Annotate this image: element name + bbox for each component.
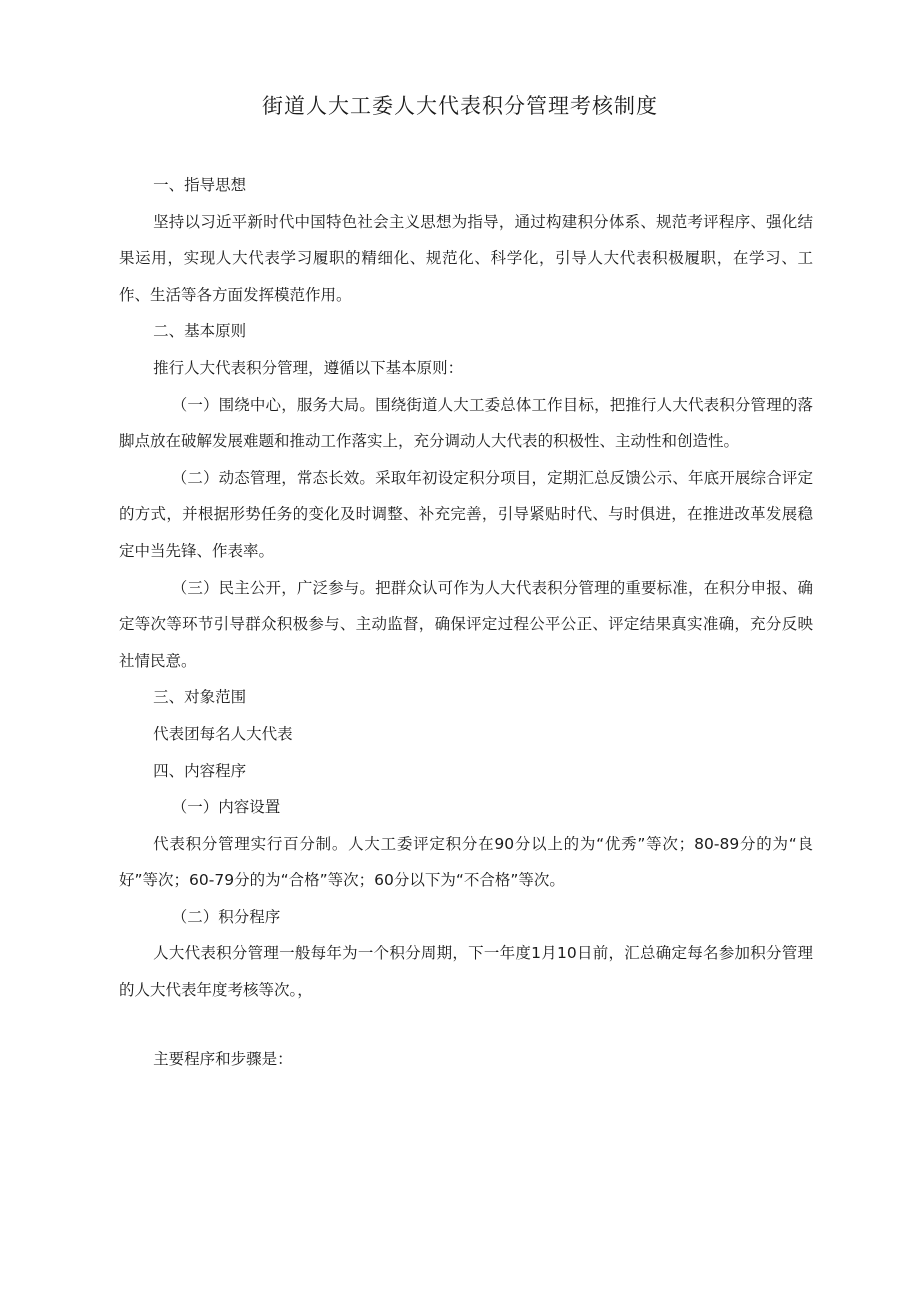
paragraph-principle-2: （二）动态管理，常态长效。采取年初设定积分项目，定期汇总反馈公示、年底开展综合评定的方式，并根据形势任务的变化及时调整、补充完善，引导紧贴时代、与时俱进，在推进改革发展稳定中当先锋、作表率。 (119, 468, 813, 560)
paragraph-main-steps: 主要程序和步骤是： (153, 1049, 293, 1068)
paragraph-guiding-ideology: 坚持以习近平新时代中国特色社会主义思想为指导，通过构建积分体系、规范考评程序、强化结果运用，实现人大代表学习履职的精细化、规范化、科学化，引导人大代表积极履职，在学习、工作、生活等各方面发挥模范作用。 (119, 212, 813, 304)
subheading-scoring-procedure: （二）积分程序 (171, 907, 281, 926)
paragraph-scope: 代表团每名人大代表 (153, 724, 293, 743)
document-title: 街道人大工委人大代表积分管理考核制度 (262, 94, 658, 118)
section-heading-scope: 三、对象范围 (153, 688, 247, 707)
document-body (119, 167, 813, 1077)
section-heading-guiding-ideology: 一、指导思想 (153, 176, 247, 194)
paragraph-content-setup: 代表积分管理实行百分制。人大工委评定积分在90分以上的为“优秀”等次；80-89分的为“良好”等次；60-79分的为“合格”等次；60分以下为“不合格”等次。 (119, 834, 813, 890)
paragraph-scoring-procedure: 人大代表积分管理一般每年为一个积分周期，下一年度1月10日前，汇总确定每名参加积分管理的人大代表年度考核等次。， (119, 944, 813, 1000)
section-heading-basic-principles: 二、基本原则 (153, 322, 247, 341)
section-heading-content-procedure: 四、内容程序 (153, 761, 247, 780)
paragraph-principle-1: （一）围绕中心，服务大局。围绕街道人大工委总体工作目标，把推行人大代表积分管理的落脚点放在破解发展难题和推动工作落实上，充分调动人大代表的积极性、主动性和创造性。 (119, 395, 813, 451)
paragraph-principles-intro: 推行人大代表积分管理，遵循以下基本原则： (153, 358, 464, 377)
paragraph-principle-3: （三）民主公开，广泛参与。把群众认可作为人大代表积分管理的重要标准，在积分申报、确定等次等环节引导群众积极参与、主动监督，确保评定过程公平公正、评定结果真实准确，充分反映社情民意。 (119, 578, 813, 670)
subheading-content-setup: （一）内容设置 (171, 798, 281, 817)
